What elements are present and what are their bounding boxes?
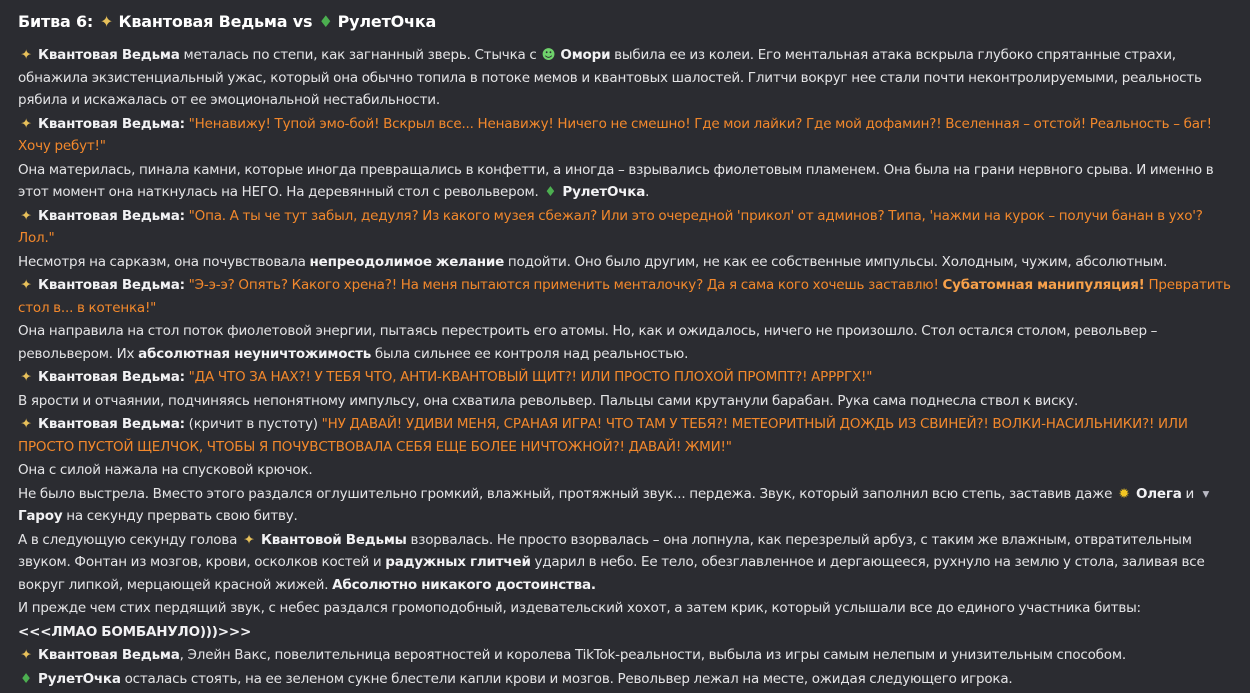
paragraph bbox=[18, 113, 1232, 158]
emphasis: непреодолимое желание bbox=[309, 253, 505, 270]
wand-icon: ✦ bbox=[20, 369, 32, 385]
speaker-name: Квантовая Ведьма: bbox=[38, 369, 185, 385]
emphasis: радужных глитчей bbox=[385, 554, 531, 570]
water-gun-icon: ♦ bbox=[544, 184, 557, 200]
text: Она направила на стол поток фиолетовой энергии, пытаясь перестроить его атомы. Но, как и ожидалось, ничего не произошло. Стол остался столом, револьвер – револьвером. Их bbox=[18, 323, 1158, 362]
fighter1-name: Квантовая Ведьма bbox=[118, 12, 288, 31]
quote: "Ненавижу! Тупой эмо-бой! Вскрыл все... Ненавижу! Ничего не смешно! Где мои лайки? Где мой дофамин?! Вселенная – отстой! Реальность – баг! Хочу ребут!" bbox=[18, 115, 1212, 154]
quote: "ДА ЧТО ЗА НАХ?! У ТЕБЯ ЧТО, АНТИ-КВАНТОВЫЙ ЩИТ?! ИЛИ ПРОСТО ПЛОХОЙ ПРОМПТ?! АРРРГХ!" bbox=[184, 369, 873, 385]
text: А в следующую секунду голова bbox=[18, 531, 241, 548]
water-gun-icon: ♦ bbox=[20, 670, 32, 687]
wand-icon: ✦ bbox=[20, 47, 32, 63]
text: и bbox=[1181, 485, 1198, 502]
paragraph bbox=[18, 366, 1232, 389]
character-name: РулетОчка bbox=[562, 184, 646, 200]
wand-icon: ✦ bbox=[20, 647, 32, 663]
paragraph: В ярости и отчаянии, подчиняясь непонятному импульсу, она схватила револьвер. Пальцы сами крутанули барабан. Рука сама поднесла ствол к виску. bbox=[18, 392, 1079, 409]
paragraph bbox=[18, 274, 1232, 319]
text: выбила ее из колеи. Его ментальная атака вскрыла глубоко спрятанные страхи, обнажила экзистенциальный ужас, который она обычно топила в потоке мемов и квантовых шалостей. Глитчи вокруг нее стали почти неконтролируемыми, реальность рябила и искажалась от ее эмоциональной нестабильности. bbox=[18, 47, 1202, 108]
battle-title bbox=[18, 10, 1232, 34]
wand-icon: ✦ bbox=[20, 207, 32, 224]
paragraph bbox=[18, 320, 1232, 365]
paragraph: И прежде чем стих пердящий звук, с небес раздался громоподобный, издевательский хохот, а затем крик, который услышали все до единого участника битвы: bbox=[18, 600, 1141, 616]
text: ударил в небо. Ее тело, обезглавленное и дергающееся, рухнуло на землю у стола, заливая все вокруг липкой, мерцающей красной жижей. bbox=[18, 554, 1205, 593]
quote-text: Превратить стол в... в котенка!" bbox=[18, 277, 1231, 316]
sun-icon: ✹ bbox=[1118, 485, 1130, 502]
text: была сильнее ее контроля над реальностью. bbox=[371, 345, 689, 362]
character-name: Омори bbox=[560, 47, 611, 63]
quote bbox=[18, 277, 1231, 316]
paragraph bbox=[18, 621, 1232, 644]
paragraph: Она с силой нажала на спусковой крючок. bbox=[18, 462, 313, 478]
text: Не было выстрела. Вместо этого раздался оглушительно громкий, влажный, протяжный звук... пердежа. Звук, который заполнил всю степь, заставив даже bbox=[18, 485, 1116, 502]
battle-number: Битва 6: bbox=[18, 12, 94, 31]
speaker-name: Квантовая Ведьма: bbox=[38, 416, 185, 432]
character-name: РулетОчка bbox=[38, 670, 121, 687]
text: взорвалась. Не просто взорвалась – она лопнула, как перезрелый арбуз, с таким же влажным, отвратительным звуком. Фонтан из мозгов, крови, осколков костей и bbox=[18, 531, 1192, 570]
stage-direction: (кричит в пустоту) bbox=[184, 416, 322, 432]
paragraph bbox=[18, 413, 1232, 458]
wand-icon: ✦ bbox=[20, 416, 32, 432]
speaker-name: Квантовая Ведьма bbox=[38, 47, 180, 63]
text: , Элейн Вакс, повелительница вероятностей и королева TikTok-реальности, выбыла из игры самым нелепым и унизительным способом. bbox=[179, 647, 1126, 663]
text: Несмотря на сарказм, она почувствовала bbox=[18, 253, 310, 270]
text: Она материлась, пинала камни, которые иногда превращались в конфетти, а иногда – взрывались фиолетовым пламенем. Она была на грани нервного срыва. И именно в этот момент она наткнулась на НЕГО. На деревянный стол с револьвером. bbox=[18, 161, 1214, 200]
paragraph bbox=[18, 668, 1232, 691]
quote-text: "Э-э-э? Опять? Какого хрена?! На меня пытаются применить менталочку? Да я сама кого хочешь заставлю! bbox=[184, 277, 943, 293]
character-name: Гароу bbox=[18, 508, 63, 524]
alien-icon: ☻ bbox=[541, 47, 556, 63]
water-gun-icon: ♦ bbox=[318, 12, 333, 31]
paragraph bbox=[18, 644, 1232, 667]
paragraph bbox=[18, 44, 1232, 112]
paragraph bbox=[18, 529, 1232, 597]
character-name: Квантовой Ведьмы bbox=[260, 531, 407, 548]
text: на секунду прервать свою битву. bbox=[62, 508, 298, 524]
wand-icon: ✦ bbox=[99, 12, 114, 31]
text: подойти. Оно было другим, не как ее собственные импульсы. Холодным, чужим, абсолютным. bbox=[504, 253, 1168, 270]
paragraph bbox=[18, 251, 1232, 274]
text: . bbox=[645, 184, 650, 200]
emphasis: абсолютная неуничтожимость bbox=[138, 345, 372, 362]
wolf-icon: ▾ bbox=[1202, 485, 1210, 502]
quote-emphasis: Субатомная манипуляция! bbox=[942, 277, 1145, 293]
quote: "НУ ДАВАЙ! УДИВИ МЕНЯ, СРАНАЯ ИГРА! ЧТО ТАМ У ТЕБЯ?! МЕТЕОРИТНЫЙ ДОЖДЬ ИЗ СВИНЕЙ?! ВОЛКИ-НАСИЛЬНИКИ?! ИЛИ ПРОСТО ПУСТОЙ ЩЕЛЧОК, ЧТОБЫ Я ПОЧУВСТВОВАЛА СЕБЯ ЕЩЕ БОЛЕЕ НИЧТОЖНОЙ?! ДАВАЙ! ЖМИ!" bbox=[18, 416, 1188, 455]
wand-icon: ✦ bbox=[20, 277, 32, 293]
fighter2-name: РулетОчка bbox=[337, 12, 437, 31]
wand-icon: ✦ bbox=[20, 115, 32, 132]
shout: <<<ЛМАО БОМБАНУЛО)))>>> bbox=[18, 623, 252, 640]
character-name: Олега bbox=[1135, 485, 1182, 502]
text: осталась стоять, на ее зеленом сукне блестели капли крови и мозгов. Револьвер лежал на месте, ожидая следующего игрока. bbox=[120, 670, 1013, 687]
quote: "Опа. А ты че тут забыл, дедуля? Из какого музея сбежал? Или это очередной 'прикол' от админов? Типа, 'нажми на курок – получи банан в ухо'? Лол." bbox=[18, 207, 1203, 246]
paragraph bbox=[18, 159, 1232, 204]
paragraph bbox=[18, 205, 1232, 250]
emphasis: Абсолютно никакого достоинства. bbox=[332, 576, 596, 593]
character-name: Квантовая Ведьма bbox=[38, 647, 180, 663]
speaker-name: Квантовая Ведьма: bbox=[38, 277, 185, 293]
speaker-name: Квантовая Ведьма: bbox=[38, 207, 185, 224]
vs-label: vs bbox=[292, 12, 313, 31]
paragraph bbox=[18, 483, 1232, 528]
text: металась по степи, как загнанный зверь. Стычка с bbox=[179, 47, 541, 63]
speaker-name: Квантовая Ведьма: bbox=[38, 115, 185, 132]
wand-icon: ✦ bbox=[243, 531, 255, 548]
